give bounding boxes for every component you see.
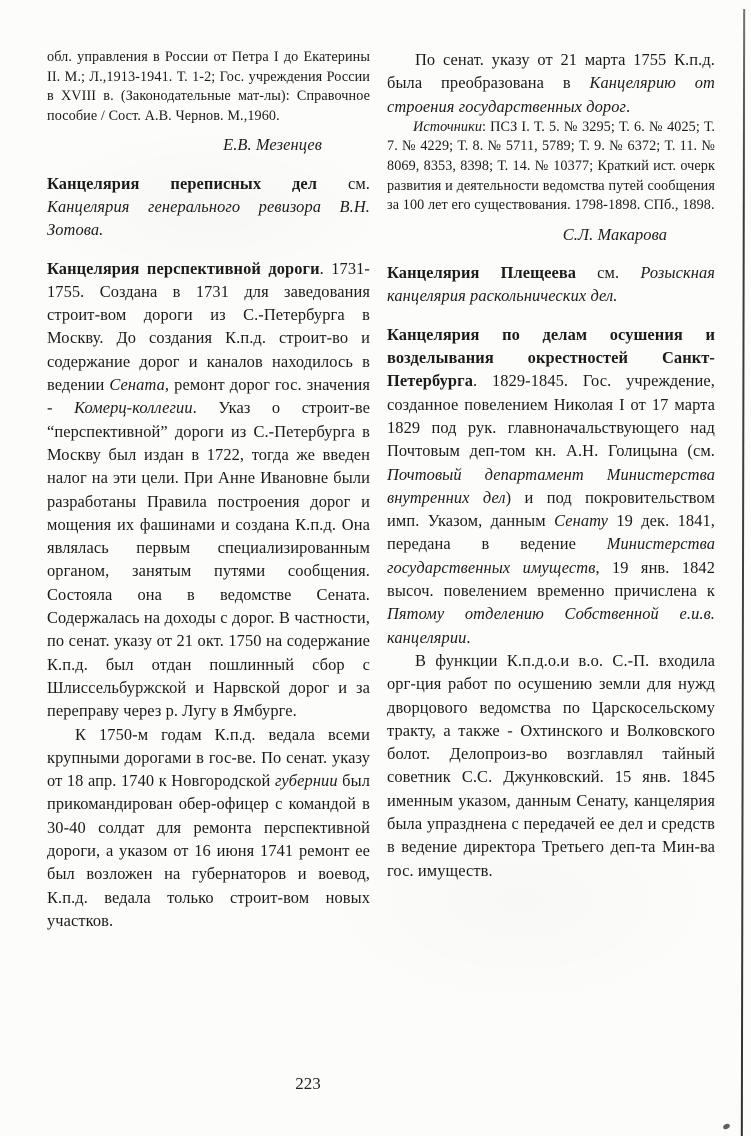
paragraph-body-indent — [387, 649, 715, 882]
paragraph-entry — [387, 323, 715, 649]
text-segment-normal: обл. управления в России от Петра I до Екатерины II. М.; Л.,1913-1941. Т. 1-2; Гос. учреждения России в XVIII в. (Законодательные мат-лы): Справочное пособие / Сост. А.В. Чернов. М.,1960. — [47, 49, 370, 124]
paragraph-entry — [47, 172, 370, 242]
text-segment-normal: 19 дек. 1841, передана в ведение — [387, 511, 716, 554]
text-segment-normal: . 1731-1755. Создана в 1731 для заведования строит-вом дороги из С.-Петербурга в Москву. До создания К.п.д. строит-во и содержание дорог и каналов находилось в ведении — [47, 258, 370, 395]
text-segment-normal: см. — [576, 263, 641, 283]
text-segment-italic: губернии — [274, 771, 338, 791]
text-segment-italic: Канцелярия генерального ревизора В.Н. Зотова. — [47, 196, 370, 240]
text-segment-normal: , ремонт дорог гос. значения - — [47, 375, 371, 418]
text-segment-normal: : ПСЗ I. Т. 5. № 3295; Т. 6. № 4025; Т. 7. № 4229; Т. 8. № 5711, 5789; Т. 9. № 6372; Т. 11. № 8069, 8353, 8398; Т. 14. № 10377; Краткий ист. очерк развития и деятельности ведомства путей сообщения за 100 лет его существования. 1798-1898. СПб., 1898. — [387, 118, 715, 214]
text-segment-normal: . 1829-1845. Гос. учреждение, созданное повелением Николая I от 17 марта 1829 под рук. главноначальствующего над Почтовым деп-том кн. А.Н. Голицына (см. — [387, 371, 715, 461]
text-segment-bold: Канцелярия переписных дел — [47, 173, 318, 193]
text-segment-normal: был прикомандирован обер-офицер с командой в 30-40 солдат для ремонта перспективной дороги, а указом от 16 июня 1741 ремонт ее был возложен на губернаторов и воевод, К.п.д. ведала только строит-вом новых участков. — [47, 771, 371, 930]
paragraph-signature — [47, 133, 370, 156]
text-columns — [47, 48, 715, 932]
text-segment-bold: Канцелярия перспективной дороги — [47, 258, 320, 278]
text-segment-italic: Розыскная канцелярия раскольнических дел. — [387, 263, 715, 306]
text-segment-italic: Пятому отделению Собственной е.и.в. канцелярии — [387, 604, 715, 647]
text-segment-normal: К 1750-м годам К.п.д. ведала всеми крупными дорогами в гос-ве. По сенат. указу от 18 апр. 1740 к Новгородской — [47, 724, 370, 791]
text-segment-normal: В функции К.п.д.о.и в.о. С.-П. входила орг-ция работ по осушению земли для нужд дворцового ведомства по Царскосельскому тракту, а также - Охтинского и Волковского болот. Делопроиз-во возглавлял тайный советник С.С. Джунковский. 15 янв. 1845 именным указом, данным Сенату, канцелярия была упразднена с передачей ее дел и средств в ведение директора Третьего деп-та Мин-ва гос. имуществ. — [387, 650, 715, 880]
text-segment-italic: Комерц-коллегии — [74, 398, 193, 418]
text-segment-normal: ) и под покровительством имп. Указом, данным — [387, 487, 715, 531]
text-segment-italic: Е.В. Мезенцев — [223, 135, 322, 155]
text-segment-italic: Министерства государственных имуществ — [387, 534, 715, 577]
text-segment-italic: С.Л. Макарова — [562, 224, 667, 244]
paragraph-small-indent — [387, 118, 715, 216]
ink-speck — [722, 1123, 730, 1130]
paragraph-body-indent — [387, 48, 715, 118]
paragraph-entry — [387, 261, 715, 308]
paragraph-entry — [47, 257, 370, 723]
text-segment-normal: , 19 янв. 1842 высоч. повелением временно причислена к — [387, 557, 715, 601]
left-column — [47, 48, 370, 932]
text-segment-italic: Сенату — [554, 511, 609, 531]
text-segment-italic: Канцелярию от строения государственных дорог — [387, 73, 715, 116]
text-segment-normal: . — [626, 96, 631, 116]
text-segment-normal: По сенат. указу от 21 марта 1755 К.п.д. была преобразована в — [387, 50, 715, 93]
page-number: 223 — [295, 1074, 321, 1093]
paragraph-small — [47, 48, 370, 126]
text-segment-italic: Источники — [413, 118, 483, 135]
paragraph-signature — [387, 223, 715, 246]
paragraph-body-indent — [47, 723, 370, 933]
right-column — [387, 48, 715, 932]
text-segment-normal: . — [466, 627, 471, 647]
text-segment-bold: Канцелярия Плещеева — [387, 263, 577, 283]
text-segment-italic: Сената — [109, 375, 165, 395]
text-segment-italic: Почтовый департамент Министерства внутренних дел — [387, 464, 715, 507]
text-segment-normal: . Указ о строит-ве “перспективной” дороги из С.-Петербурга в Москву был издан в 1722, тогда же введен налог на эти цели. При Анне Ивановне были разработаны Правила построения дорог и мощения их фашинами и создана К.п.д. Она являлась первым специализированным органом, занятым путями сообщения. Состояла она в ведомстве Сената. Содержалась на доходы с дорог. В частности, по сенат. указу от 21 окт. 1750 на содержание К.п.д. был отдан пошлинный сбор с Шлиссельбуржской и Нарвской дорог и за переправу через р. Лугу в Ямбурге. — [47, 398, 370, 721]
text-segment-bold: Канцелярия по делам осушения и возделывания окрестностей Санкт-Петербурга — [387, 324, 715, 391]
text-segment-normal: см. — [317, 173, 370, 193]
scan-edge-line — [741, 9, 745, 1136]
